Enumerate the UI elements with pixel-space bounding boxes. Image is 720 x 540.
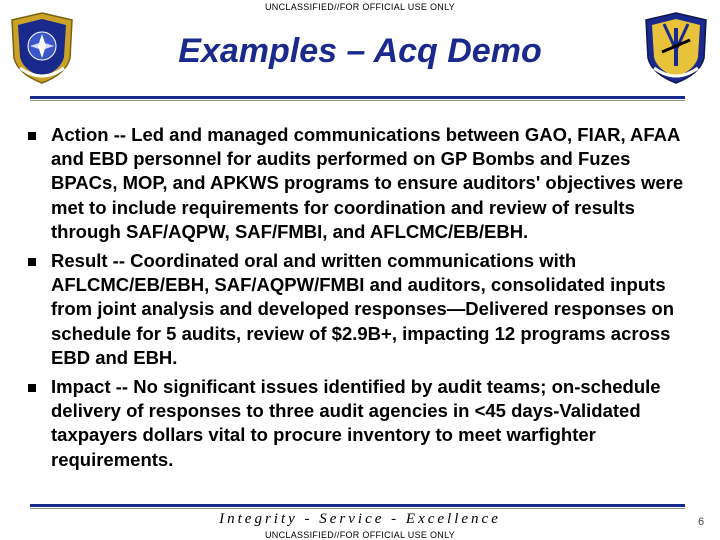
square-bullet-icon <box>28 258 36 266</box>
square-bullet-icon <box>28 384 36 392</box>
bullet-text: Result -- Coordinated oral and written communications with AFLCMC/EB/EBH, SAF/AQPW/FMBI and auditors, consolidated inputs from joint analysis and developed responses—Delivered responses on schedule for 5 audits, review of $2.9B+, impacting 12 programs across EBD and EBH. <box>51 250 675 368</box>
bullet-text: Impact -- No significant issues identified by audit teams; on-schedule delivery of responses to three audit agencies in <45 days-Validated taxpayers dollars vital to procure inventory to meet warfighter requirements. <box>51 376 661 470</box>
classification-banner-bottom: UNCLASSIFIED//FOR OFFICIAL USE ONLY <box>264 530 456 540</box>
bullet-list <box>26 123 686 477</box>
bullet-result <box>26 249 686 370</box>
bullet-text: Action -- Led and managed communications between GAO, FIAR, AFAA and EBD personnel for audits performed on GP Bombs and Fuzes BPACs, MOP, and APKWS programs to ensure auditors' objectives were met to include requirements for coordination and review of results through SAF/AQPW, SAF/FMBI, and AFLCMC/EB/EBH. <box>51 124 684 242</box>
page-number: 6 <box>698 516 705 528</box>
title-divider <box>30 96 685 99</box>
bullet-impact <box>26 375 686 472</box>
footer-motto: Integrity - Service - Excellence <box>219 511 501 527</box>
square-bullet-icon <box>28 132 36 140</box>
classification-banner-top: UNCLASSIFIED//FOR OFFICIAL USE ONLY <box>264 2 456 12</box>
bullet-action <box>26 123 686 244</box>
title-divider-shadow <box>30 100 685 101</box>
slide-title: Examples – Acq Demo <box>178 32 542 70</box>
footer-divider-shadow <box>30 508 685 509</box>
footer-divider <box>30 504 685 507</box>
